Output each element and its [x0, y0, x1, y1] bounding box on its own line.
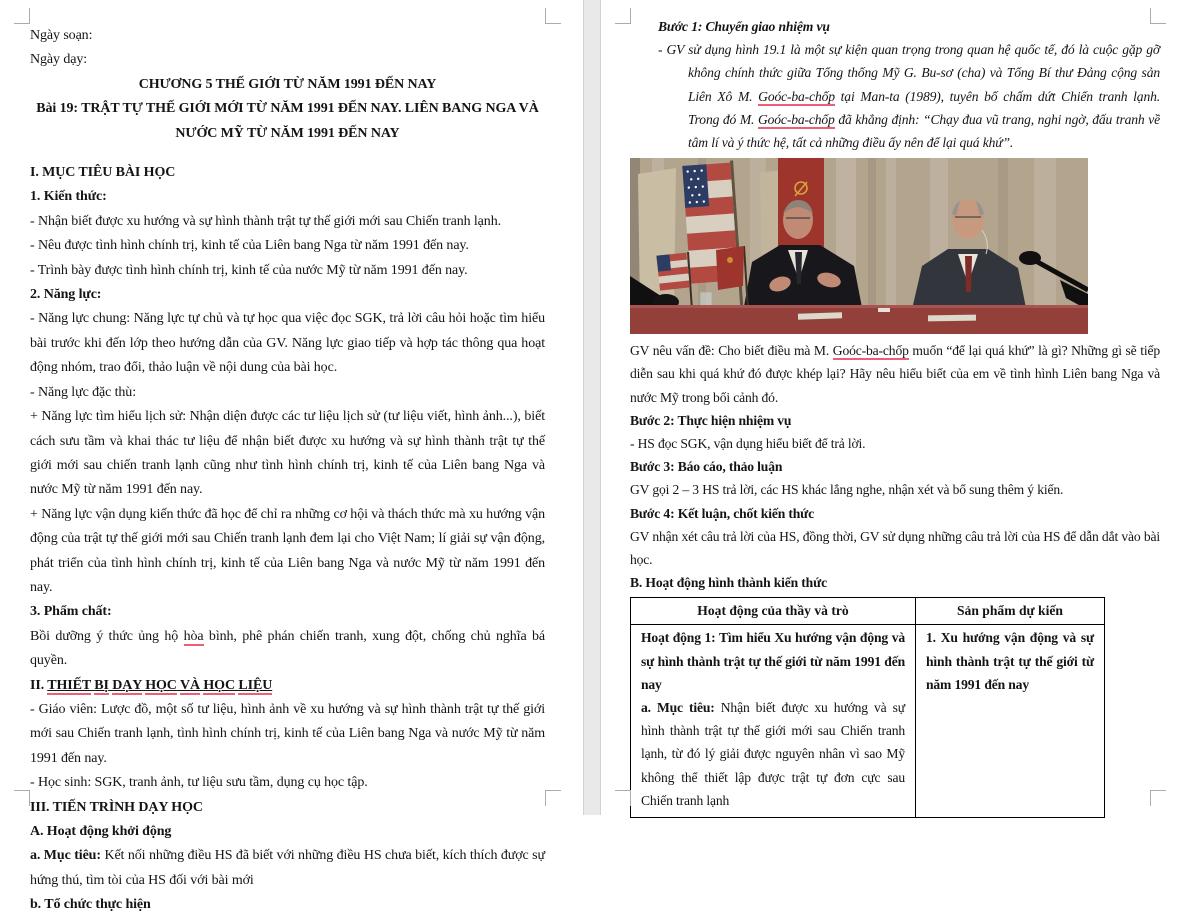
text-segment: CHƯƠNG 5 THẾ GIỚI TỪ NĂM 1991 ĐẾN NAY [138, 76, 437, 92]
paragraph [30, 381, 545, 405]
text-segment: 2. Năng lực: [30, 287, 102, 303]
text-segment: THIẾT [47, 677, 91, 693]
text-segment: Bước 2: Thực hiện nhiệm vụ [630, 412, 792, 428]
paragraph [30, 259, 545, 283]
paragraph [30, 844, 545, 893]
text-segment: muốn “để lại quá khứ” là gì? Những gì sẽ tiếp diễn sau khi quá khứ đó được khép lại? Hãy nêu hiểu biết của em về tình hình Liên bang Nga và nước Mỹ trong bối cảnh đó. [630, 343, 1160, 405]
subsection-heading [30, 283, 545, 307]
text-segment: - Nhận biết được xu hướng và sự hình thành trật tự thế giới mới sau Chiến tranh lạnh. [30, 213, 501, 229]
text-segment: Ngày soạn: [30, 28, 93, 43]
text-segment: DẠY [112, 677, 142, 693]
table-header-cell[interactable]: Hoạt động của thầy và trò [631, 598, 916, 625]
text-segment: GV nêu vấn đề: Cho biết điều mà M. [630, 343, 833, 359]
crop-mark [1150, 790, 1166, 806]
text-segment: bình, phê phán chiến tranh, xung đột, chống chủ nghĩa bá quyền. [30, 628, 545, 669]
crop-mark [545, 790, 561, 806]
text-segment: Ngày dạy: [30, 52, 88, 68]
text-segment: a. Mục tiêu: [30, 848, 105, 864]
text-segment: a. Mục tiêu: [641, 700, 721, 716]
paragraph [30, 698, 545, 771]
text-segment: HỌC [203, 677, 235, 693]
page-gap [583, 0, 601, 815]
crop-mark [615, 8, 631, 24]
text-segment: hòa [183, 628, 204, 644]
document-page-right[interactable] [601, 0, 1184, 815]
crop-mark [1150, 8, 1166, 24]
text-segment: đã khẳng định: “Chạy đua vũ trang, nghi ngờ, đấu tranh về tâm lí và ý thức hệ, tất cả những điều ấy nên để lại quá khứ”. [688, 111, 1160, 151]
step-heading-2 [630, 409, 1160, 432]
text-segment: GV gọi 2 – 3 HS trả lời, các HS khác lắng nghe, nhận xét và bổ sung thêm ý kiến. [630, 482, 1064, 498]
step-heading-4 [630, 502, 1160, 525]
lesson-title [30, 97, 545, 146]
paragraph [30, 210, 545, 234]
paragraph [30, 307, 545, 380]
text-segment: + Năng lực tìm hiểu lịch sử: Nhận diện được các tư liệu lịch sử (tư liệu viết, hình ảnh...), biết cách sưu tầm và khai thác tư liệu để nhận biết được xu hướng và sự hình thành trật tự thế giới mới sau chiến tranh lạnh cũng như tình hình chính trị, kinh tế của Liên bang Nga và nước Mỹ từ năm 1991 đến nay. [30, 409, 545, 498]
date-prepared-line [30, 24, 545, 48]
text-segment: b. Tổ chức thực hiện [30, 897, 151, 913]
paragraph [630, 432, 1160, 455]
activity-table[interactable] [630, 597, 1105, 818]
text-segment: Bước 4: Kết luận, chốt kiến thức [630, 505, 815, 521]
text-segment: - Năng lực chung: Năng lực tự chủ và tự học qua việc đọc SGK, trả lời câu hỏi hoặc tìm hiểu bài trước khi đến lớp theo hướng dẫn của GV. Năng lực giao tiếp và hợp tác thông qua hoạt động nhóm, trao đổi, thảo luận về nội dung của bài học. [30, 311, 545, 376]
text-segment: Bước 3: Báo cáo, thảo luận [630, 459, 783, 475]
chapter-title [30, 73, 545, 97]
text-segment: Nhận biết được xu hướng và sự hình thành trật tự thế giới mới sau Chiến tranh lạnh, từ đó lý giải được nguyên nhân vì sao Mỹ không thể thiết lập được trật tự đơn cực sau Chiến tranh lạnh [641, 700, 905, 808]
text-segment: Bồi dưỡng ý thức ủng hộ [30, 628, 184, 644]
paragraph [641, 696, 905, 812]
subsection-heading [30, 185, 545, 209]
text-segment: 3. Phẩm chất: [30, 604, 112, 620]
step-heading-3 [630, 455, 1160, 478]
text-segment: HỌC [145, 677, 177, 693]
text-segment: + Năng lực vận dụng kiến thức đã học để chỉ ra những cơ hội và thách thức mà xu hướng vận động của trật tự thế giới mới sau Chiến tranh lạnh đem lại cho Việt Nam; lí giải sự vận động, phát triển của tình hình chính trị, kinh tế của Liên bang Nga và nước Mỹ từ năm 1991 đến nay. [30, 506, 545, 595]
activity-heading-b [630, 571, 1160, 594]
text-segment: 1. Xu hướng vận động và sự hình thành trật tự thế giới từ năm 1991 đến nay [926, 630, 1094, 692]
text-segment: A. Hoạt động khởi động [30, 824, 172, 839]
table-header-cell[interactable]: Sản phẩm dự kiến [916, 598, 1105, 625]
text-segment: Goóc-ba-chốp [757, 111, 835, 127]
crop-mark [545, 8, 561, 24]
paragraph [641, 626, 905, 696]
section-heading-3 [30, 796, 545, 820]
text-segment: - Giáo viên: Lược đồ, một số tư liệu, hình ảnh về xu hướng và sự hình thành trật tự thế giới mới sau Chiến tranh lạnh, tình hình chính trị, kinh tế của Liên bang Nga và nước Mỹ từ năm 1991 đến nay. [30, 701, 545, 766]
section-heading-2 [30, 674, 545, 698]
step-heading-1 [658, 15, 1160, 38]
activity-heading [30, 820, 545, 844]
subsection-heading [30, 600, 545, 624]
text-segment: LIỆU [238, 677, 273, 693]
paragraph [630, 478, 1160, 501]
text-segment: BỊ [94, 677, 109, 693]
text-segment: - GV sử dụng hình 19.1 là một sự kiện quan trọng trong quan hệ quốc tế, đó là cuộc gặp gỡ không chính thức giữa Tổng thống Mỹ G. Bu-sơ (cha) và Tổng Bí thư Đảng cộng sản Liên Xô M. [658, 42, 1160, 104]
text-segment: Goóc-ba-chốp [832, 343, 909, 359]
paragraph [630, 38, 1160, 154]
paragraph [30, 234, 545, 258]
text-segment: - Nêu được tình hình chính trị, kinh tế của Liên bang Nga từ năm 1991 đến nay. [30, 238, 469, 254]
table-cell[interactable] [916, 625, 1105, 818]
text-segment: Bước 1: Chuyển giao nhiệm vụ [658, 19, 830, 34]
text-segment: tại Man-ta (1989), tuyên bố chấm dứt Chiến tranh lạnh. Trong đó M. [688, 88, 1160, 127]
date-taught-line [30, 48, 545, 72]
figure-19-1-photo[interactable] [630, 158, 1160, 334]
text-segment: II. [30, 677, 48, 693]
photo-table [630, 305, 1088, 334]
text-segment: Bài 19: TRẬT TỰ THẾ GIỚI MỚI TỪ NĂM 1991 ĐẾN NAY. LIÊN BANG NGA VÀ NƯỚC MỸ TỪ NĂM 1991 ĐẾN NAY [36, 101, 539, 141]
paragraph [30, 771, 545, 795]
text-segment: - Học sinh: SGK, tranh ảnh, tư liệu sưu tầm, dụng cụ học tập. [30, 775, 368, 791]
text-segment: - HS đọc SGK, vận dụng hiểu biết để trả lời. [630, 436, 866, 452]
text-segment: B. Hoạt động hình thành kiến thức [630, 575, 827, 591]
crop-mark [14, 790, 30, 806]
document-page-left[interactable] [0, 0, 583, 913]
text-segment: - Trình bày được tình hình chính trị, kinh tế của nước Mỹ từ năm 1991 đến nay. [30, 262, 468, 278]
paragraph [630, 525, 1160, 571]
paragraph [30, 405, 545, 503]
crop-mark [14, 8, 30, 24]
activity-subheading [30, 893, 545, 917]
text-segment: I. MỤC TIÊU BÀI HỌC [30, 165, 176, 181]
text-segment: VÀ [179, 677, 200, 693]
text-segment: GV nhận xét câu trả lời của HS, đồng thời, GV sử dụng những câu trả lời của HS để dẫn dắt vào bài học. [630, 528, 1160, 568]
text-segment: Goóc-ba-chốp [758, 88, 835, 104]
paragraph [630, 339, 1160, 409]
text-segment: III. TIẾN TRÌNH DẠY HỌC [30, 799, 203, 815]
section-heading-1 [30, 161, 545, 185]
table-cell[interactable] [631, 625, 916, 818]
paragraph [30, 625, 545, 674]
paragraph [30, 503, 545, 601]
text-segment: Kết nối những điều HS đã biết với những điều HS chưa biết, kích thích được sự hứng thú, tìm tòi của HS đối với bài mới [30, 848, 545, 888]
crop-mark [615, 790, 631, 806]
text-segment: Hoạt động 1: Tìm hiểu Xu hướng vận động và sự hình thành trật tự thế giới từ năm 1991 đến nay [641, 630, 905, 692]
paragraph [926, 626, 1094, 696]
text-segment: 1. Kiến thức: [30, 189, 107, 205]
text-segment: - Năng lực đặc thù: [30, 384, 136, 400]
summit-photo-graphic [630, 158, 1088, 334]
